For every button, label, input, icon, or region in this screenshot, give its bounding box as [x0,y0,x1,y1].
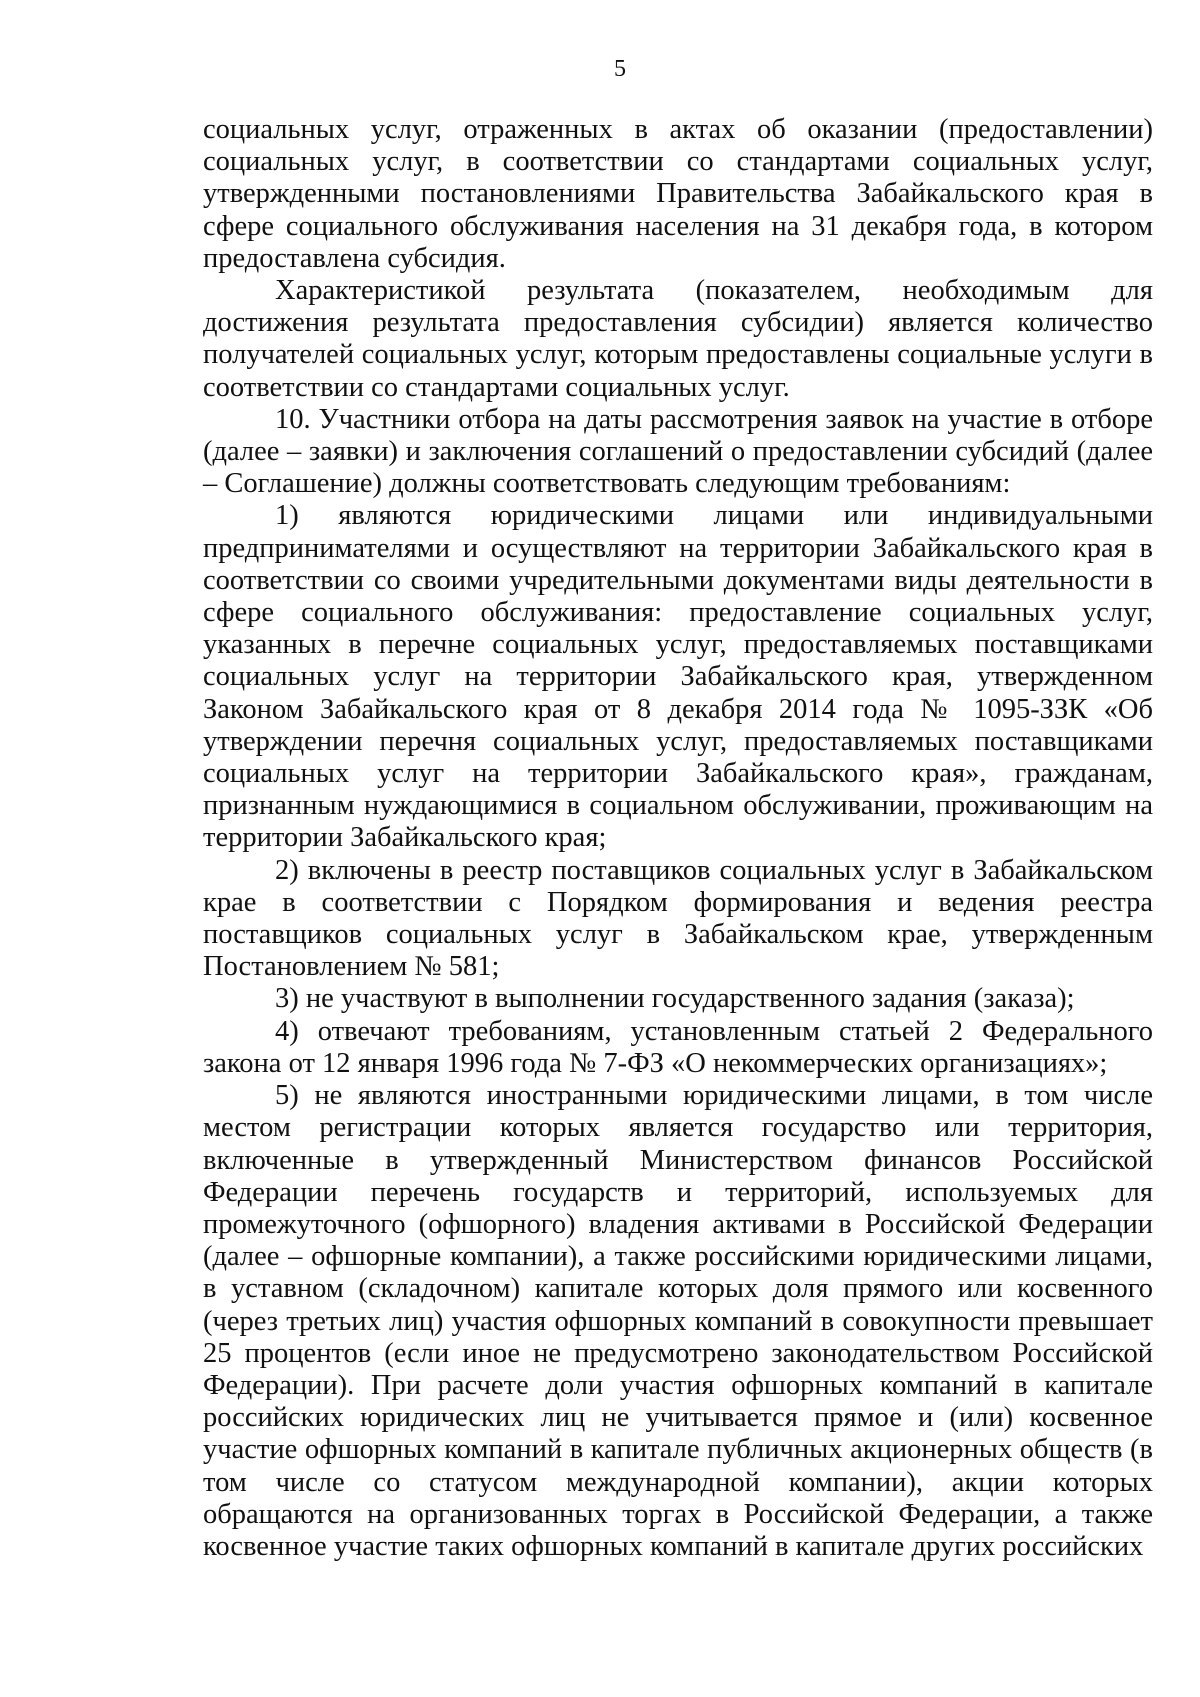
paragraph-requirement-4: 4) отвечают требованиям, установленным статьей 2 Федерального закона от 12 января 1996 года № 7-ФЗ «О некоммерческих организациях»; [203,1015,1153,1079]
document-body [203,114,1153,1563]
paragraph-requirement-5: 5) не являются иностранными юридическими лицами, в том числе местом регистрации которых является государство или территория, включенные в утвержденный Министерством финансов Российской Федерации перечень государств и территорий, используемых для промежуточного (офшорного) владения активами в Российской Федерации (далее – офшорные компании), а также российскими юридическими лицами, в уставном (складочном) капитале которых доля прямого или косвенного (через третьих лиц) участия офшорных компаний в совокупности превышает 25 процентов (если иное не предусмотрено законодательством Российской Федерации). При расчете доли участия офшорных компаний в капитале российских юридических лиц не учитывается прямое и (или) косвенное участие офшорных компаний в капитале публичных акционерных обществ (в том числе со статусом международной компании), акции которых обращаются на организованных торгах в Российской Федерации, а также косвенное участие таких офшорных компаний в капитале других российских [203,1080,1153,1562]
paragraph-requirement-1: 1) являются юридическими лицами или индивидуальными предпринимателями и осуществляют на территории Забайкальского края в соответствии со своими учредительными документами виды деятельности в сфере социального обслуживания: предоставление социальных услуг, указанных в перечне социальных услуг, предоставляемых поставщиками социальных услуг на территории Забайкальского края, утвержденном Законом Забайкальского края от 8 декабря 2014 года № 1095-ЗЗК «Об утверждении перечня социальных услуг, предоставляемых поставщиками социальных услуг на территории Забайкальского края», гражданам, признанным нуждающимися в социальном обслуживании, проживающим на территории Забайкальского края; [203,500,1153,854]
paragraph-requirement-3: 3) не участвуют в выполнении государственного задания (заказа); [275,983,1075,1015]
page-number: 5 [614,56,626,82]
paragraph-item-10: 10. Участники отбора на даты рассмотрения заявок на участие в отборе (далее – заявки) и заключения соглашений о предоставлении субсидий (далее – Соглашение) должны соответствовать следующим требованиям: [203,403,1153,500]
paragraph-continuation: социальных услуг, отраженных в актах об оказании (предоставлении) социальных услуг, в соответствии со стандартами социальных услуг, утвержденными постановлениями Правительства Забайкальского края в сфере социального обслуживания населения на 31 декабря года, в котором предоставлена субсидия. [203,114,1153,274]
paragraph-requirement-2: 2) включены в реестр поставщиков социальных услуг в Забайкальском крае в соответствии с Порядком формирования и ведения реестра поставщиков социальных услуг в Забайкальском крае, утвержденным Постановлением № 581; [203,854,1153,983]
paragraph-result-characteristic: Характеристикой результата (показателем, необходимым для достижения результата предоставления субсидии) является количество получателей социальных услуг, которым предоставлены социальные услуги в соответствии со стандартами социальных услуг. [203,275,1153,403]
